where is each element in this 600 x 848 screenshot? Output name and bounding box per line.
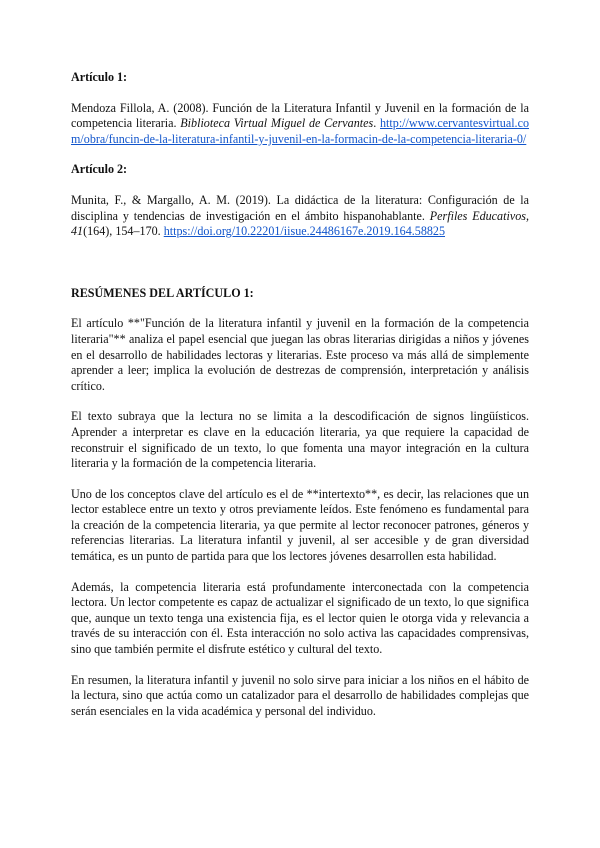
article-2-citation-rest: (164), 154–170. xyxy=(83,224,161,239)
article-1-heading: Artículo 1: xyxy=(71,70,128,84)
article-1-citation-text: Mendoza Fillola, A. (2008). Función de la Literatura Infantil y Juvenil en la formación de la competencia literaria. xyxy=(71,100,529,131)
article-2-citation-text: Munita, F., & Margallo, A. M. (2019). La didáctica de la literatura: Configuración de la disciplina y tendencias de investigación en el ámbito hispanohablante. xyxy=(71,192,529,223)
article-2-link[interactable]: https://doi.org/10.22201/iisue.24486167e.2019.164.58825 xyxy=(163,224,446,239)
article-1-citation xyxy=(71,101,529,148)
article-2-source: Perfiles Educativos, 41 xyxy=(71,208,529,239)
article-1-link[interactable]: http://www.cervantesvirtual.com/obra/funcin-de-la-literatura-infantil-y-juvenil-en-la-formacin-de-la-competencia-literaria-0/ xyxy=(71,116,529,146)
article-2-citation xyxy=(71,193,529,240)
summary-heading: RESÚMENES DEL ARTÍCULO 1: xyxy=(71,285,254,300)
article-2-heading: Artículo 2: xyxy=(71,162,128,177)
summary-paragraph-2: El texto subraya que la lectura no se limita a la descodificación de signos lingüísticos. Aprender a interpretar es clave en la educación literaria, ya que requiere la capacidad de reconstruir el significado de un texto, lo que fomenta una mayor integración en la cultura literaria y la formación de la competencia literaria. xyxy=(71,409,529,471)
summary-paragraph-5: En resumen, la literatura infantil y juvenil no solo sirve para iniciar a los niños en el hábito de la lectura, sino que actúa como un catalizador para el desarrollo de habilidades complejas que serán esenciales en la vida académica y personal del individuo. xyxy=(71,672,529,718)
article-1-source: Biblioteca Virtual Miguel de Cervantes xyxy=(180,116,374,131)
article-1-citation-end: . xyxy=(373,116,377,131)
summary-paragraph-3: Uno de los conceptos clave del artículo es el de **intertexto**, es decir, las relaciones que un lector establece entre un texto y otros previamente leídos. Este fenómeno es fundamental para la creación de la competencia literaria, ya que permite al lector reconocer patrones, géneros y referencias literarias. La literatura infantil y juvenil, al ser accesible y de gran diversidad temática, es un punto de partida para que los lectores jóvenes desarrollen esta habilidad. xyxy=(71,486,529,564)
summary-paragraph-1: El artículo **"Función de la literatura infantil y juvenil en la formación de la competencia literaria"** analiza el papel esencial que juegan las obras literarias dirigidas a niños y jóvenes en el desarrollo de habilidades lectoras y literarias. Este proceso va más allá de simplemente aprender a leer; implica la evolución de destrezas de comprensión, interpretación y análisis crítico. xyxy=(71,316,529,393)
summary-paragraph-4: Además, la competencia literaria está profundamente interconectada con la competencia lectora. Un lector competente es capaz de actualizar el significado de un texto, lo que significa que, aunque un texto tenga una existencia fija, es el lector quien le otorga vida y relevancia a través de su interacción con él. Esta interacción no solo activa las capacidades comprensivas, sino que también permite el disfrute estético y cultural del texto. xyxy=(71,579,529,657)
article-2-volume: 41 xyxy=(71,224,84,239)
